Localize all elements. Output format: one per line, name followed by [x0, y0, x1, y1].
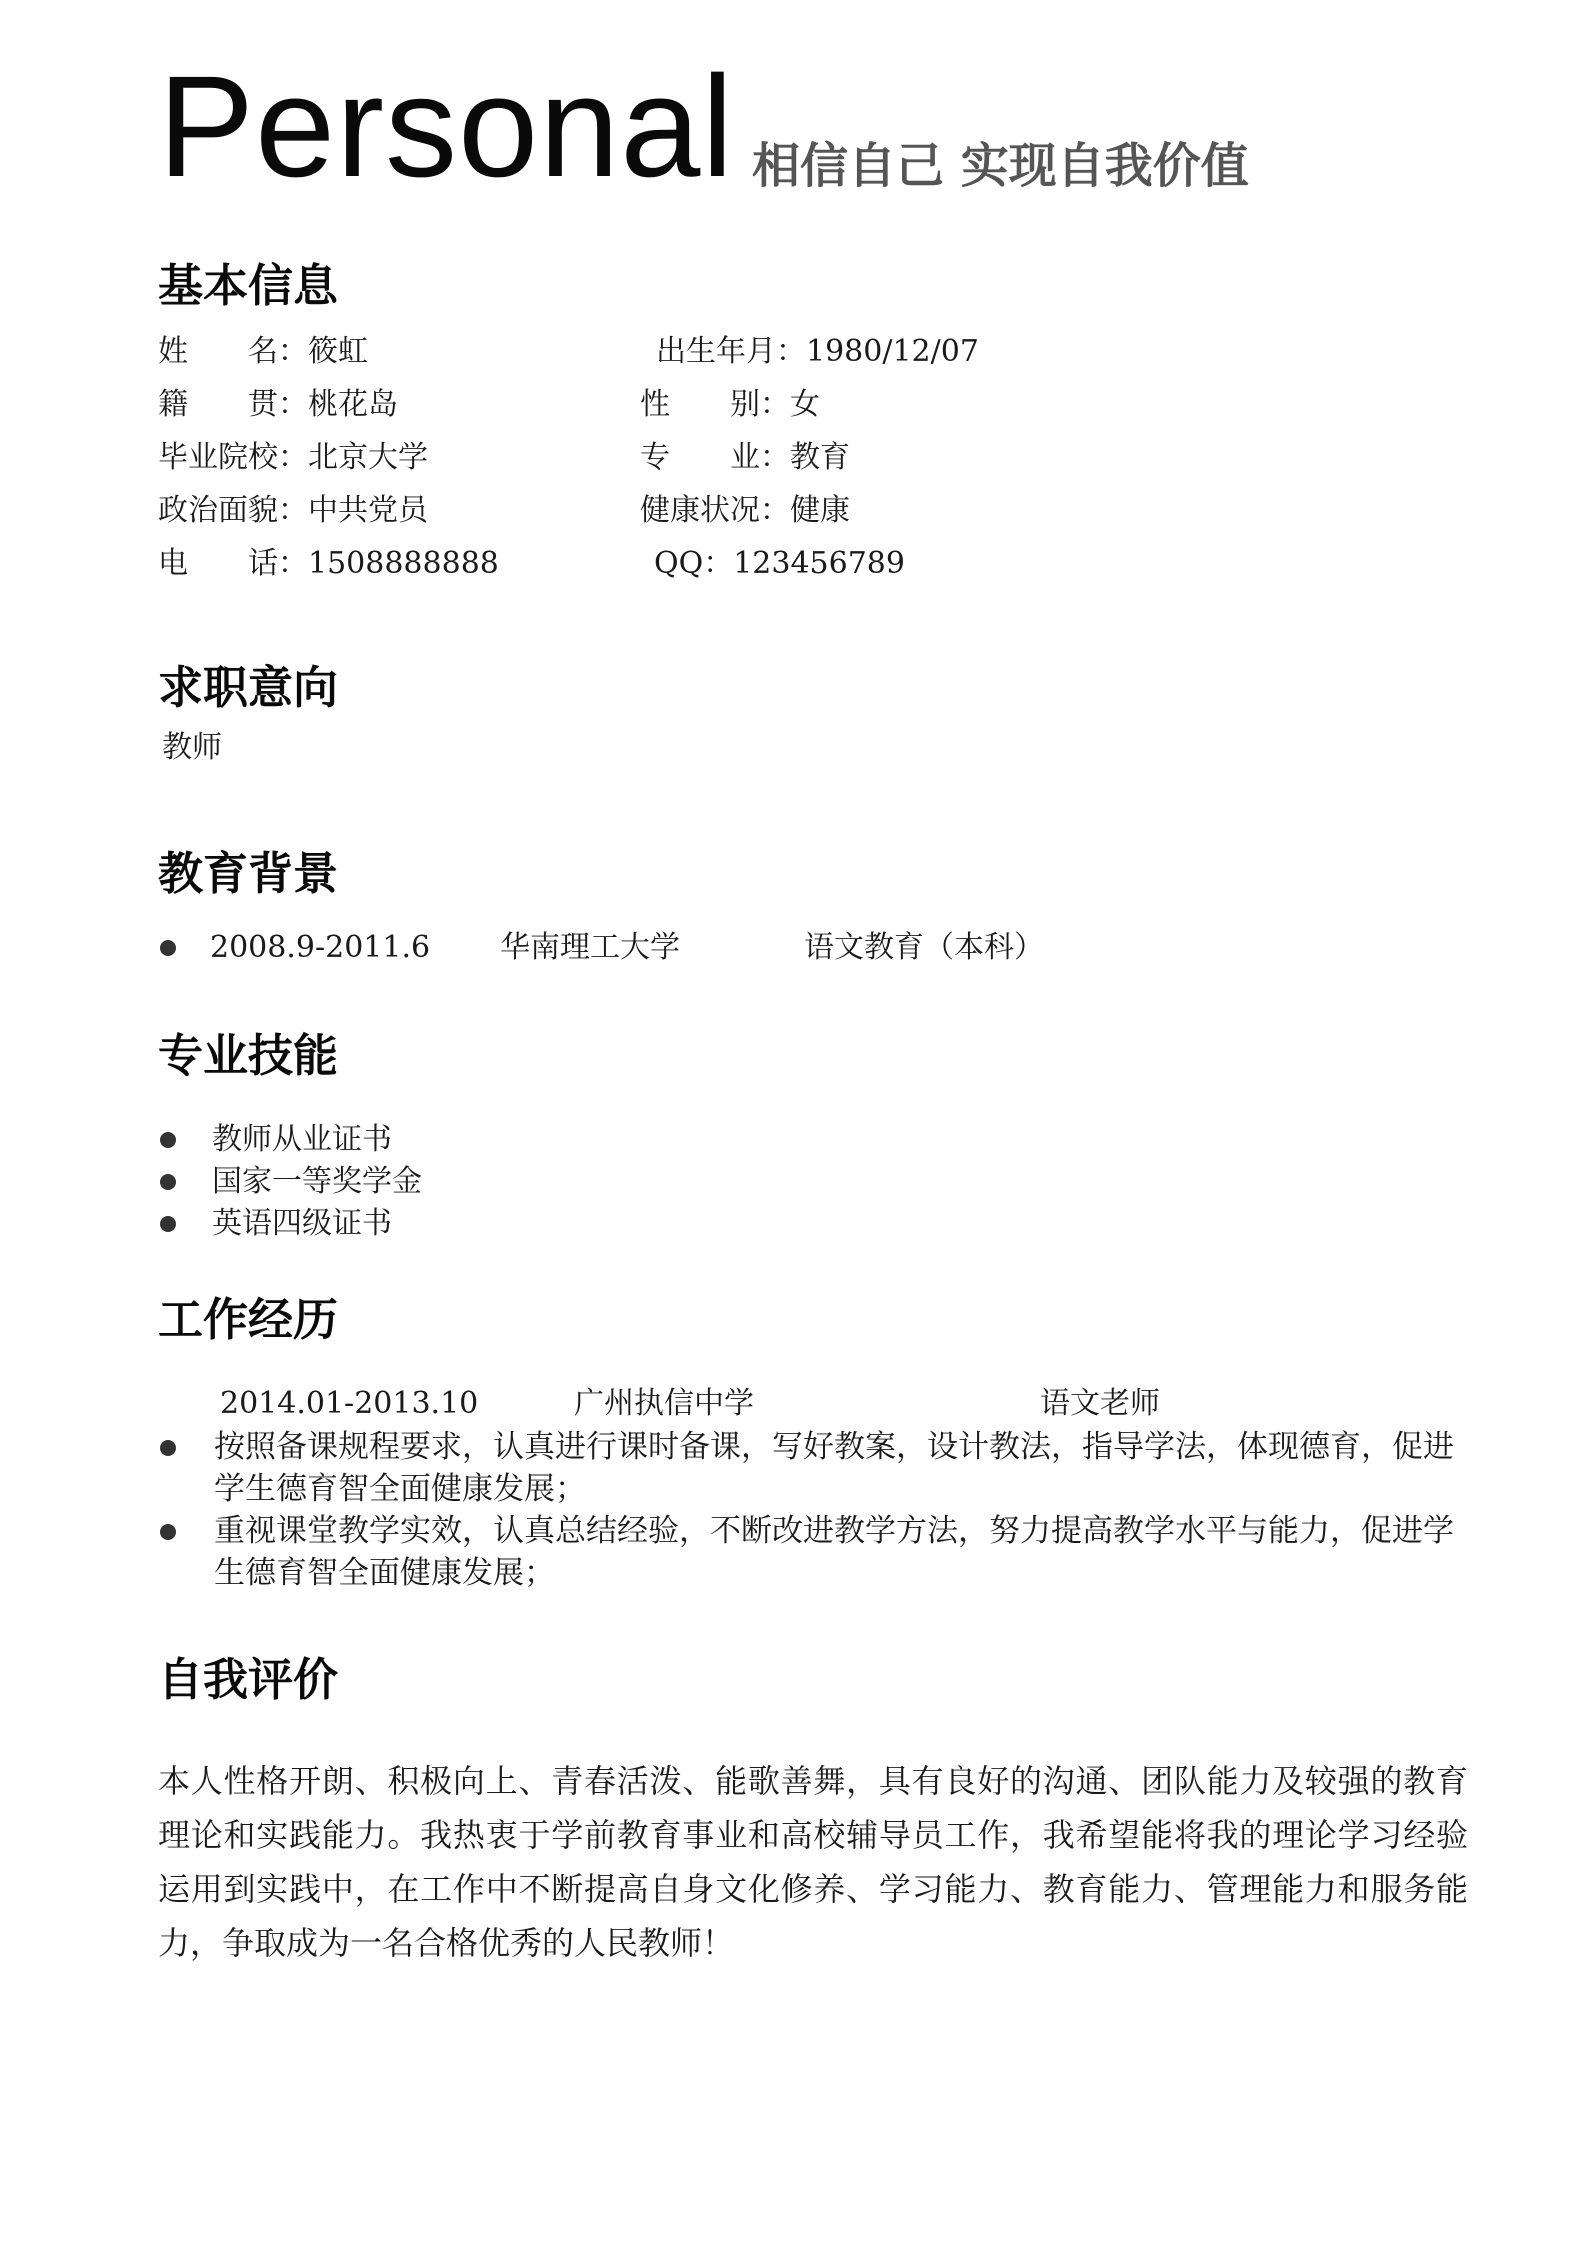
bullet-icon	[160, 1132, 176, 1148]
section-title-skills: 专业技能	[158, 1029, 339, 1082]
section-title-work: 工作经历	[158, 1293, 339, 1346]
info-value: 123456789	[733, 546, 905, 581]
info-value: 健康	[790, 493, 850, 528]
section-title-self-eval: 自我评价	[158, 1653, 339, 1706]
education-period: 2008.9-2011.6	[210, 930, 431, 965]
info-value: 1980/12/07	[806, 334, 979, 369]
info-label: QQ：	[654, 546, 734, 581]
info-value: 筱虹	[308, 334, 368, 369]
bullet-icon	[160, 1524, 176, 1540]
info-value: 女	[790, 387, 820, 422]
info-row	[158, 491, 428, 531]
info-label: 健康状况：	[640, 493, 790, 528]
info-value: 1508888888	[308, 546, 499, 581]
work-duty: 重视课堂教学实效，认真总结经验，不断改进教学方法，努力提高教学水平与能力，促进学生德育智全面健康发展；	[214, 1513, 1454, 1591]
info-row	[158, 438, 428, 478]
work-company: 广州执信中学	[574, 1386, 754, 1421]
section-title-job-intent: 求职意向	[158, 661, 339, 714]
info-row	[640, 491, 850, 531]
info-label: 姓 名：	[158, 334, 308, 369]
job-intent-value: 教师	[162, 730, 222, 765]
info-label: 毕业院校：	[158, 440, 308, 475]
info-row	[158, 385, 398, 425]
skill-item: 国家一等奖学金	[212, 1164, 422, 1199]
info-value: 教育	[790, 440, 850, 475]
skill-item: 教师从业证书	[212, 1122, 392, 1157]
info-label: 出生年月：	[656, 334, 806, 369]
info-value: 中共党员	[308, 493, 428, 528]
info-label: 籍 贯：	[158, 387, 308, 422]
info-value: 北京大学	[308, 440, 428, 475]
slogan: 相信自己 实现自我价值	[752, 138, 1249, 194]
info-row	[640, 438, 850, 478]
work-duty: 按照备课规程要求，认真进行课时备课，写好教案，设计教法，指导学法，体现德育，促进学生德育智全面健康发展；	[214, 1429, 1454, 1507]
info-label: 政治面貌：	[158, 493, 308, 528]
info-row	[158, 332, 368, 372]
self-eval-text: 本人性格开朗、积极向上、青春活泼、能歌善舞，具有良好的沟通、团队能力及较强的教育理论和实践能力。我热衷于学前教育事业和高校辅导员工作，我希望能将我的理论学习经验运用到实践中，在工作中不断提高自身文化修养、学习能力、教育能力、管理能力和服务能力，争取成为一名合格优秀的人民教师！	[158, 1762, 1468, 1962]
section-title-basic-info: 基本信息	[158, 259, 339, 312]
bullet-icon	[160, 940, 176, 956]
work-position: 语文老师	[1040, 1386, 1160, 1421]
work-period: 2014.01-2013.10	[220, 1386, 479, 1421]
info-value: 桃花岛	[308, 387, 398, 422]
education-school: 华南理工大学	[500, 930, 680, 965]
bullet-icon	[160, 1174, 176, 1190]
brand-title: Personal	[158, 46, 735, 207]
info-row	[656, 332, 979, 372]
info-row	[640, 385, 820, 425]
education-major: 语文教育（本科）	[804, 930, 1044, 965]
info-label: 专 业：	[640, 440, 790, 475]
section-title-education: 教育背景	[158, 847, 339, 900]
info-label: 性 别：	[640, 387, 790, 422]
bullet-icon	[160, 1216, 176, 1232]
skill-item: 英语四级证书	[212, 1206, 392, 1241]
bullet-icon	[160, 1440, 176, 1456]
info-row	[654, 544, 905, 584]
info-row	[158, 544, 499, 584]
info-label: 电 话：	[158, 546, 308, 581]
